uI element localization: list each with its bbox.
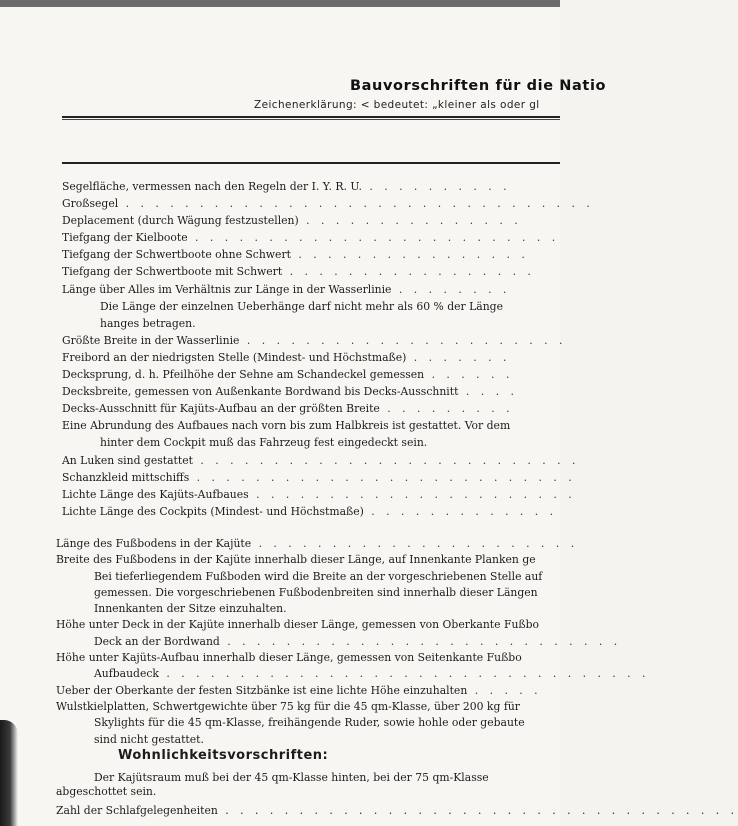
list-item (56, 586, 560, 600)
leader-dots: . . . . . (467, 683, 542, 697)
item-label: Decksbreite, gemessen von Außenkante Bordwand bis Decks-Ausschnitt (62, 385, 459, 399)
item-label: sind nicht gestattet. (94, 732, 204, 746)
leader-dots: . . . . . . . . . . . . . . . . . . . . . . . . . . . . . . . . . . . (217, 804, 738, 817)
leader-dots: . . . . . . . . (391, 282, 511, 296)
section-heading: Wohnlichkeitsvorschriften: (118, 748, 329, 763)
item-label: Länge des Fußbodens in der Kajüte (56, 537, 252, 550)
page-title: Bauvorschriften für die Natio (350, 78, 607, 94)
list-item (62, 231, 560, 245)
list-item (62, 505, 560, 519)
list-item (62, 419, 560, 433)
list-item (56, 634, 622, 649)
list-item (56, 602, 560, 616)
list-item (62, 351, 560, 365)
item-label: Tiefgang der Schwertboote mit Schwert (62, 265, 283, 279)
list-item (62, 402, 560, 416)
list-item (62, 248, 560, 262)
list-item (56, 804, 738, 818)
list-item (62, 487, 576, 502)
list-item (62, 470, 576, 485)
item-label: Freibord an der niedrigsten Stelle (Mindest- und Höchstmaße) (62, 350, 407, 364)
list-item (62, 265, 560, 279)
symbol-legend: Zeichenerklärung: < bedeutet: „kleiner als oder gl (254, 99, 540, 111)
scan-top-edge (0, 0, 560, 7)
leader-dots: . . . . . . . . . . . . . . . . . . . . . . . . . . (192, 453, 580, 467)
leader-dots: . . . . . . . . . . . . . . . . . . . . . . . . . . . (219, 634, 622, 648)
list-item (62, 214, 560, 228)
list-item (62, 283, 560, 297)
leader-dots: . . . . . . . . . . . . . . . . . . . . . . . . . . (189, 470, 576, 484)
item-label: Länge über Alles im Verhältnis zur Länge in der Wasserlinie (62, 282, 392, 296)
item-label: Höhe unter Kajüts-Aufbau innerhalb dieser Länge, gemessen von Seitenkante Fußbo (56, 651, 522, 665)
item-label: Größte Breite in der Wasserlinie (62, 333, 240, 347)
leader-dots: . . . . . . . . . . . . . . . . . (282, 265, 535, 279)
list-item (62, 385, 560, 399)
list-item (62, 300, 560, 314)
leader-dots: . . . . . . . . . . . . . . . . . . . . . . . . . (187, 231, 560, 245)
table-head-rule (62, 162, 560, 164)
leader-dots: . . . . . . . . . . . . . . . . . . . . . . . . . . . . . . . . . (158, 667, 650, 681)
item-label: Eine Abrundung des Aufbaues nach vorn bis zum Halbkreis ist gestattet. Vor dem (62, 419, 511, 433)
section-paragraph (56, 771, 560, 798)
scan-shadow (0, 720, 18, 826)
leader-dots: . . . . . . . . . . . . . (363, 504, 558, 518)
leader-dots: . . . . . . . . . . . . . . . (298, 214, 522, 228)
item-label: Skylights für die 45 qm-Klasse, freihängende Ruder, sowie hohle oder gebaute (94, 716, 525, 730)
item-label: Zahl der Schlafgelegenheiten (56, 804, 218, 817)
paragraph-line: Der Kajütsraum muß bei der 45 qm-Klasse hinten, bei der 75 qm-Klasse (94, 771, 489, 784)
list-item (62, 333, 567, 348)
leader-dots: . . . . . . . (406, 350, 511, 364)
list-item (62, 453, 580, 468)
item-label: Schanzkleid mittschiffs (62, 470, 190, 484)
item-label: Wulstkielplatten, Schwertgewichte über 75 kg für die 45 qm-Klasse, über 200 kg für (56, 699, 520, 713)
list-item (62, 197, 594, 211)
item-label: Deplacement (durch Wägung festzustellen) (62, 214, 299, 228)
leader-dots: . . . . . . (424, 368, 514, 382)
leader-dots: . . . . (458, 385, 518, 399)
item-label: hanges betragen. (100, 316, 196, 330)
list-item (56, 733, 560, 747)
leader-dots: . . . . . . . . . . . . . . . . . . . . . . (251, 537, 579, 550)
item-label: Lichte Länge des Cockpits (Mindest- und Höchstmaße) (62, 504, 364, 518)
item-label: Tiefgang der Schwertboote ohne Schwert (62, 248, 291, 262)
leader-dots: . . . . . . . . . . . . . . . . (290, 248, 529, 262)
header-rule (62, 116, 560, 118)
leader-dots: . . . . . . . . . . . . . . . . . . . . . . . . . . . . . . . . (118, 197, 594, 211)
list-item (62, 368, 560, 382)
list-item (56, 651, 560, 665)
leader-dots: . . . . . . . . . . . . . . . . . . . . . . (239, 333, 567, 347)
item-label: Lichte Länge des Kajüts-Aufbaues (62, 487, 249, 501)
list-item (56, 716, 560, 730)
list-item (62, 180, 560, 194)
item-label: Decksprung, d. h. Pfeilhöhe der Sehne am Schandeckel gemessen (62, 368, 425, 382)
item-label: Segelfläche, vermessen nach den Regeln der I. Y. R. U. (62, 180, 362, 193)
item-label: Aufbaudeck (94, 667, 159, 681)
list-item (56, 700, 560, 714)
item-label: Tiefgang der Kielboote (62, 231, 188, 245)
item-label: Bei tieferliegendem Fußboden wird die Breite an der vorgeschriebenen Stelle auf (94, 569, 543, 583)
item-label: Ueber der Oberkante der festen Sitzbänke ist eine lichte Höhe einzuhalten (56, 683, 468, 697)
regulation-list (62, 180, 594, 522)
leader-dots: . . . . . . . . . (379, 402, 514, 416)
item-label: Großsegel (62, 197, 119, 211)
regulation-list-cabin (56, 537, 650, 749)
item-label: hinter dem Cockpit muß das Fahrzeug fest eingedeckt sein. (100, 436, 428, 450)
list-item (62, 436, 560, 450)
header-rule-thin (62, 119, 560, 120)
list-item (56, 618, 560, 632)
list-item (56, 537, 579, 551)
item-label: An Luken sind gestattet (62, 453, 193, 467)
leader-dots: . . . . . . . . . . (361, 180, 511, 193)
list-item (56, 570, 560, 584)
list-item (56, 553, 560, 567)
item-label: Decks-Ausschnitt für Kajüts-Aufbau an der größten Breite (62, 402, 380, 416)
item-label: Deck an der Bordwand (94, 634, 220, 648)
item-label: Innenkanten der Sitze einzuhalten. (94, 602, 287, 616)
paragraph-line: abgeschottet sein. (56, 784, 157, 798)
item-label: Die Länge der einzelnen Ueberhänge darf nicht mehr als 60 % der Länge (100, 299, 503, 313)
list-item (56, 667, 650, 681)
item-label: Höhe unter Deck in der Kajüte innerhalb dieser Länge, gemessen von Oberkante Fußbo (56, 618, 540, 632)
leader-dots: . . . . . . . . . . . . . . . . . . . . . . (248, 487, 576, 501)
list-item (62, 317, 560, 331)
item-label: gemessen. Die vorgeschriebenen Fußbodenbreiten sind innerhalb dieser Längen (94, 585, 538, 599)
item-label: Breite des Fußbodens in der Kajüte innerhalb dieser Länge, auf Innenkante Planken ge (56, 553, 536, 567)
list-item (56, 684, 560, 698)
